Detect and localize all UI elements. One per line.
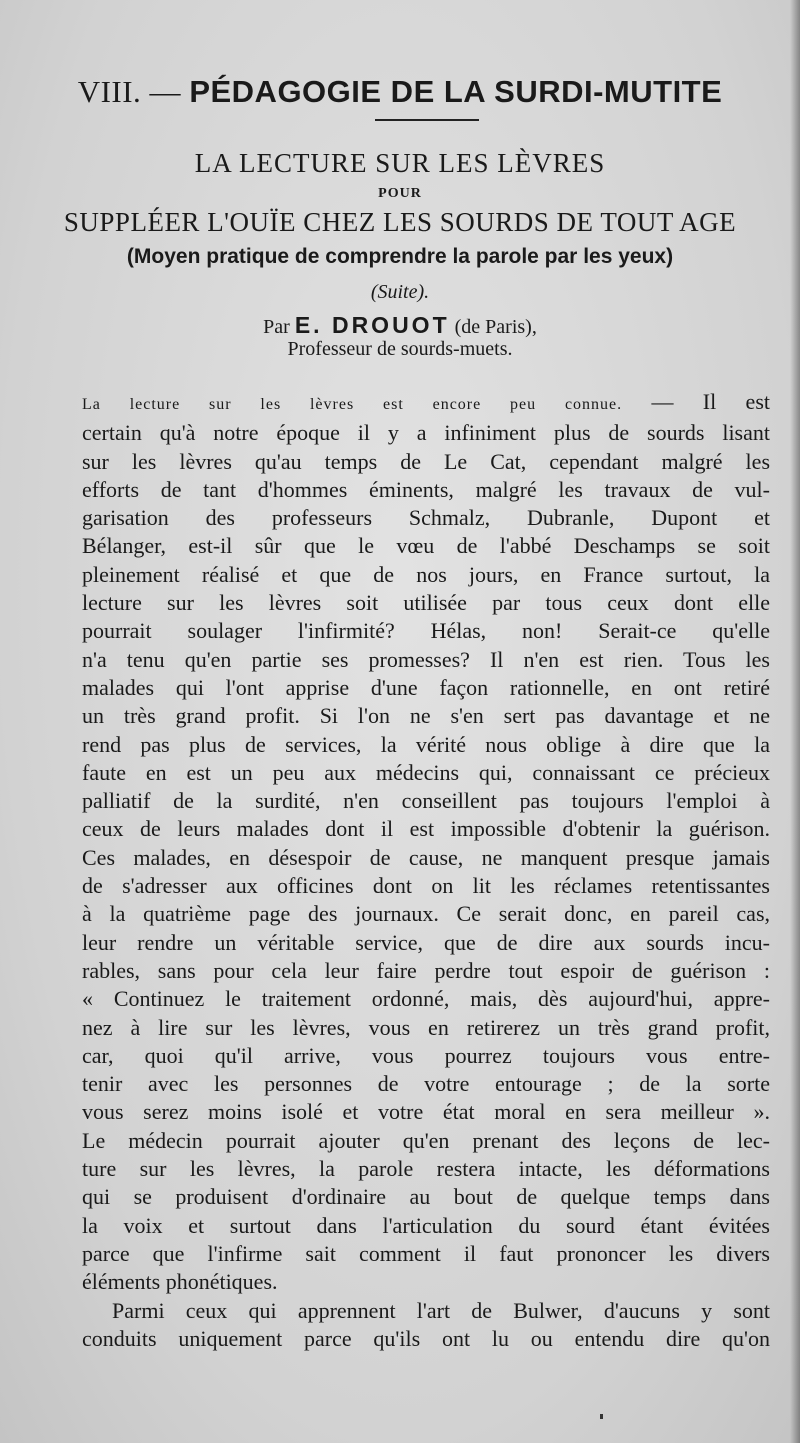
body-line: n'a tenu qu'en partie ses promesses? Il n'en est rien. Tous les — [82, 646, 770, 672]
body-line: malades qui l'ont apprise d'une façon rationnelle, en ont retiré — [82, 674, 770, 700]
body-line: Le médecin pourrait ajouter qu'en prenant des leçons de lec- — [82, 1127, 770, 1153]
body-line: Ces malades, en désespoir de cause, ne manquent presque jamais — [82, 844, 770, 870]
body-line: leur rendre un véritable service, que de dire aux sourds incu- — [82, 929, 770, 955]
author-name: E. DROUOT — [294, 312, 450, 338]
body-line: Parmi ceux qui apprennent l'art de Bulwer, d'aucuns y sont — [112, 1297, 770, 1323]
body-line: la voix et surtout dans l'articulation du sourd étant évitées — [82, 1212, 770, 1238]
body-line: conduits uniquement parce qu'ils ont lu ou entendu dire qu'on — [82, 1325, 770, 1351]
body-line: de s'adresser aux officines dont on lit les réclames retentissantes — [82, 873, 770, 899]
body-line: Bélanger, est-il sûr que le vœu de l'abbé Deschamps se soit — [82, 533, 770, 559]
body-line: « Continuez le traitement ordonné, mais, dès aujourd'hui, appre- — [82, 986, 770, 1012]
section-number: VIII. — — [77, 74, 190, 109]
body-line: nez à lire sur les lèvres, vous en retirerez un très grand profit, — [82, 1014, 770, 1040]
heading-rule — [375, 119, 479, 121]
body-line: lecture sur les lèvres soit utilisée par tous ceux dont elle — [82, 590, 770, 616]
body-line: parce que l'infirme sait comment il faut prononcer les divers — [82, 1240, 770, 1266]
body-line: rend pas plus de services, la vérité nous oblige à dire que la — [82, 731, 770, 757]
byline — [0, 312, 800, 339]
article-subtitle: (Moyen pratique de comprendre la parole par les yeux) — [126, 245, 674, 268]
body-line: vous serez moins isolé et votre état moral en sera meilleur ». — [82, 1099, 770, 1125]
body-line: ture sur les lèvres, la parole restera intacte, les déformations — [82, 1156, 770, 1182]
body-line: La lecture sur les lèvres est encore peu connue. — Il est — [82, 389, 770, 414]
article-title-line1: LA LECTURE SUR LES LÈVRES — [194, 148, 606, 178]
author-title: Professeur de sourds-muets. — [287, 338, 513, 360]
lead-smallcaps: La lecture sur les lèvres est encore peu connue. — [82, 396, 623, 413]
article-title-line2: POUR — [378, 186, 422, 201]
section-heading — [0, 74, 800, 110]
body-line: garisation des professeurs Schmalz, Dubranle, Dupont et — [82, 505, 770, 531]
body-line: tenir avec les personnes de votre entourage ; de la sorte — [82, 1071, 770, 1097]
body-line: sur les lèvres qu'au temps de Le Cat, cependant malgré les — [82, 448, 770, 474]
body-line: pourrait soulager l'infirmité? Hélas, non! Serait-ce qu'elle — [82, 618, 770, 644]
body-line: un très grand profit. Si l'on ne s'en sert pas davantage et ne — [82, 703, 770, 729]
article-body — [82, 388, 770, 1353]
article-suite: (Suite). — [370, 281, 430, 303]
ink-speck — [600, 1414, 603, 1419]
body-line: certain qu'à notre époque il y a infiniment plus de sourds lisant — [82, 420, 770, 446]
article-title-line3: SUPPLÉER L'OUÏE CHEZ LES SOURDS DE TOUT AGE — [63, 207, 737, 237]
body-line: palliatif de la surdité, n'en conseillent pas toujours l'emploi à — [82, 788, 770, 814]
byline-prefix: Par — [263, 316, 295, 338]
body-line: pleinement réalisé et que de nos jours, en France surtout, la — [82, 561, 770, 587]
body-line: ceux de leurs malades dont il est impossible d'obtenir la guérison. — [82, 816, 770, 842]
body-line: éléments phonétiques. — [82, 1269, 278, 1295]
body-line: efforts de tant d'hommes éminents, malgré les travaux de vul- — [82, 476, 770, 502]
body-line: faute en est un peu aux médecins qui, connaissant ce précieux — [82, 759, 770, 785]
body-line: à la quatrième page des journaux. Ce serait donc, en pareil cas, — [82, 901, 770, 927]
byline-suffix: (de Paris), — [449, 316, 537, 338]
body-line: qui se produisent d'ordinaire au bout de quelque temps dans — [82, 1184, 770, 1210]
section-title: PÉDAGOGIE DE LA SURDI-MUTITE — [189, 74, 723, 109]
body-line: rables, sans pour cela leur faire perdre tout espoir de guérison : — [82, 957, 770, 983]
body-line: car, quoi qu'il arrive, vous pourrez toujours vous entre- — [82, 1042, 770, 1068]
